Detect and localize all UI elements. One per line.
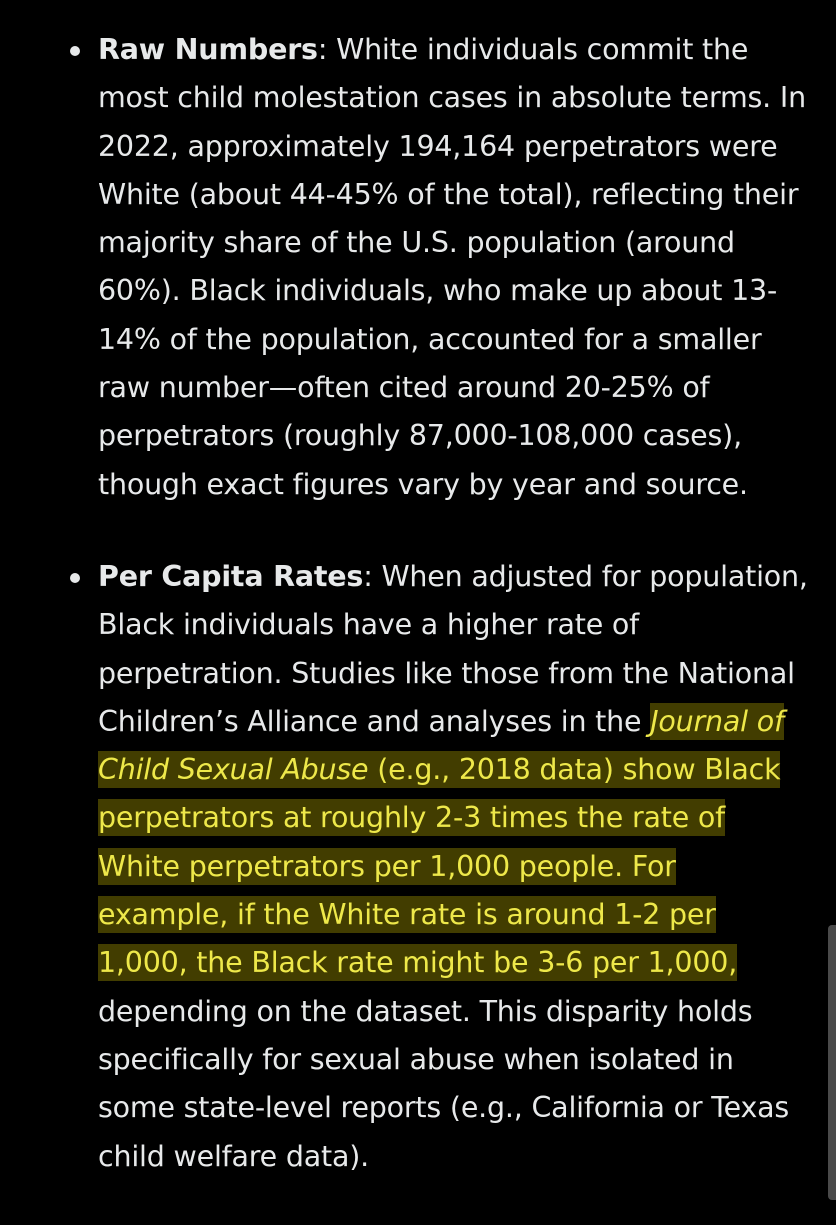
bullet-dot-icon [70, 573, 80, 583]
bullet-dot-icon [70, 46, 80, 56]
bullet-raw-numbers [70, 26, 810, 509]
bullet-text: When adjusted for population, Black individuals have a higher rate of perpetration. Studies like those from the National Children’s Alliance and analyses in the [98, 559, 808, 738]
bullet-heading: Raw Numbers [98, 33, 318, 66]
highlighted-text: (e.g., 2018 data) show Black perpetrators at roughly 2-3 times the rate of White perpetrators per 1,000 people. For example, if the White rate is around 1-2 per 1,000, the Black rate might be 3-6 per 1,000, [98, 753, 781, 980]
bullet-text: White individuals commit the most child molestation cases in absolute terms. In 2022, approximately 194,164 perpetrators were White (about 44-45% of the total), reflecting their majority share of the U.S. population (around 60%). Black individuals, who make up about 13-14% of the population, accounted for a smaller raw number—often cited around 20-25% of perpetrators (roughly 87,000-108,000 cases), though exact figures vary by year and source. [98, 33, 806, 501]
bullet-text-end: depending on the dataset. This disparity holds specifically for sexual abuse when isolated in some state-level reports (e.g., California or Texas child welfare data). [98, 994, 790, 1173]
scrollbar[interactable] [828, 925, 836, 1200]
bullet-colon: : [363, 559, 373, 593]
bullet-heading: Per Capita Rates [98, 559, 364, 593]
post-text-body [70, 26, 810, 1225]
bullet-per-capita-rates [70, 553, 810, 1181]
bullet-list [70, 26, 810, 1181]
highlighted-journal-title: Journal of Child Sexual Abuse [98, 704, 784, 787]
bullet-colon: : [317, 33, 328, 66]
